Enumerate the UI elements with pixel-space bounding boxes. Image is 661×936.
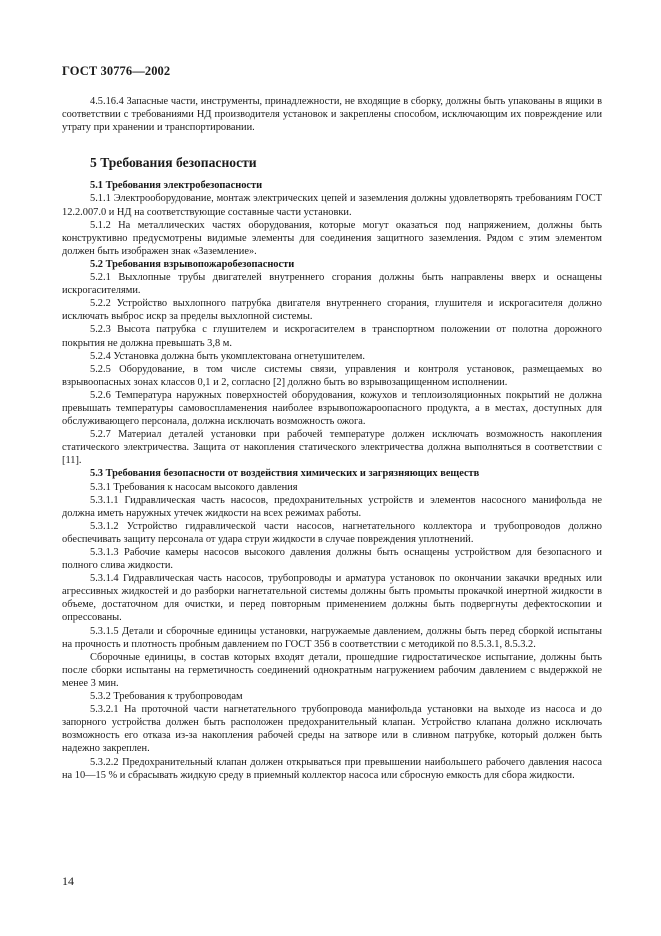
page-content (62, 95, 602, 782)
paragraph-5-2-4: 5.2.4 Установка должна быть укомплектована огнетушителем. (90, 350, 365, 362)
subsection-title-5-1: 5.1 Требования электробезопасности (90, 180, 263, 192)
paragraph-assembly-units: Сборочные единицы, в состав которых входят детали, прошедшие гидростатическое испытание, должны быть после сборки испытаны на герметичность соединений однократным нагружением рабочим давлением с выдержкой не менее 3 мин. (62, 651, 602, 689)
paragraph-5-3-1-2: 5.3.1.2 Устройство гидравлической части насосов, нагнетательного коллектора и трубопроводов должно обеспечивать защиту персонала от удара струи жидкости в случае повреждения уплотнений. (62, 520, 602, 545)
paragraph-5-1-1: 5.1.1 Электрооборудование, монтаж электрических цепей и заземления должны удовлетворять требованиям ГОСТ 12.2.007.0 и НД на соответствующие составные части установки. (62, 193, 602, 218)
paragraph-5-3-1: 5.3.1 Требования к насосам высокого давления (90, 481, 298, 493)
section-title: 5 Требования безопасности (90, 155, 257, 171)
paragraph-5-2-5: 5.2.5 Оборудование, в том числе системы связи, управления и контроля установок, размещаемых во взрывоопасных зонах классов 0,1 и 2, согласно [2] должно быть во взрывозащищенном исполнении. (62, 363, 602, 388)
paragraph-5-3-1-3: 5.3.1.3 Рабочие камеры насосов высокого давления должны быть оснащены устройством для безопасного и полного слива жидкости. (62, 547, 602, 572)
subsection-title-5-3: 5.3 Требования безопасности от воздействия химических и загрязняющих веществ (90, 468, 480, 480)
paragraph-5-3-1-5: 5.3.1.5 Детали и сборочные единицы установки, нагружаемые давлением, должны быть перед сборкой испытаны на прочность и плотность пробным давлением по ГОСТ 356 в соответствии с методикой по 8.5.3.1, 8.5.3.2. (62, 625, 602, 650)
paragraph-5-2-6: 5.2.6 Температура наружных поверхностей оборудования, кожухов и теплоизоляционных покрытий не должна превышать температуры самовоспламенения наиболее взрывопожароопасного продукта, а в местах, доступных для обслуживающего персонала, должна исключать возможность ожога. (62, 389, 602, 428)
paragraph-5-2-2: 5.2.2 Устройство выхлопного патрубка двигателя внутреннего сгорания, глушителя и искрогасителя должно исключать выброс искр за пределы выхлопной системы. (62, 298, 602, 323)
paragraph-5-2-1: 5.2.1 Выхлопные трубы двигателей внутреннего сгорания должны быть направлены вверх и оснащены искрогасителями. (62, 272, 602, 297)
document-code-header: ГОСТ 30776—2002 (62, 64, 171, 78)
subsection-title-5-2: 5.2 Требования взрывопожаробезопасности (90, 258, 295, 270)
paragraph-5-2-3: 5.2.3 Высота патрубка с глушителем и искрогасителем в транспортном положении от полотна дорожного покрытия не должна превышать 3,8 м. (62, 324, 602, 349)
paragraph-5-3-2-2: 5.3.2.2 Предохранительный клапан должен открываться при превышении наибольшего рабочего давления насоса на 10—15 % и сбрасывать жидкую среду в приемный коллектор насоса или сбросную емкость для сбора жидкости. (62, 756, 602, 781)
paragraph-5-3-1-1: 5.3.1.1 Гидравлическая часть насосов, предохранительных устройств и элементов насосного манифольда не должна иметь наружных утечек жидкости на всех режимах работы. (62, 494, 602, 519)
paragraph-4-5-16-4: 4.5.16.4 Запасные части, инструменты, принадлежности, не входящие в сборку, должны быть упакованы в ящики в соответствии с требованиями НД производителя установок и закреплены способом, исключающим их повреждение или утрату при хранении и транспортировании. (62, 96, 602, 134)
paragraph-5-3-2-1: 5.3.2.1 На проточной части нагнетательного трубопровода манифольда установки на выходе из насоса и до запорного устройства должен быть расположен предохранительный клапан. Устройство клапана должно исключать возможность его отказа из-за накопления рабочей среды на затворе или в сливном патрубке, который должен быть надежно закреплен. (62, 704, 602, 755)
page-number: 14 (62, 874, 74, 888)
paragraph-5-3-1-4: 5.3.1.4 Гидравлическая часть насосов, трубопроводы и арматура установок по окончании закачки вредных или агрессивных жидкостей и до разборки нагнетательной системы должны быть промыты прокачкой инертной жидкости в объеме, достаточном для очистки, и перед повторным применением должны быть подвергнуты дефектоскопии и опрессованы. (62, 573, 602, 624)
paragraph-5-1-2: 5.1.2 На металлических частях оборудования, которые могут оказаться под напряжением, должны быть конструктивно предусмотрены видимые элементы для соединения защитного заземления. Рядом с этим элементом должен быть изображен знак «Заземление». (62, 219, 602, 257)
paragraph-5-3-2: 5.3.2 Требования к трубопроводам (90, 691, 243, 703)
paragraph-5-2-7: 5.2.7 Материал деталей установки при рабочей температуре должен исключать возможность накопления статического электричества. Защита от накопления статического электричества должна выполняться в соответствии с [11]. (62, 429, 602, 467)
